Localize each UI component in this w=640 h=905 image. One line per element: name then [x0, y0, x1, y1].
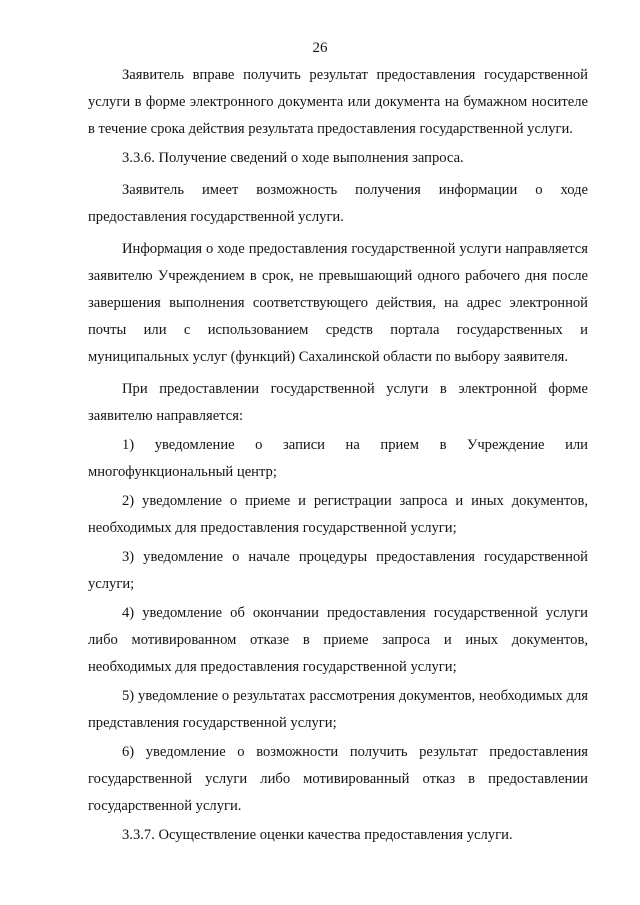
paragraph-applicant-info: Заявитель имеет возможность получения информации о ходе предоставления государственной услуги.	[88, 182, 588, 225]
section-heading-3-3-6: 3.3.6. Получение сведений о ходе выполнения запроса.	[122, 150, 464, 166]
list-item-6: 6) уведомление о возможности получить результат предоставления государственной услуги либо мотивированный отказ в предоставлении государственной услуги.	[88, 744, 588, 814]
page-number: 26	[312, 40, 328, 56]
list-item-3: 3) уведомление о начале процедуры предоставления государственной услуги;	[88, 549, 588, 592]
paragraph-result-form: Заявитель вправе получить результат предоставления государственной услуги в форме электронного документа или документа на бумажном носителе в течение срока действия результата предоставления государственной услуги.	[88, 67, 588, 137]
paragraph-electronic-form: При предоставлении государственной услуги в электронной форме заявителю направляется:	[88, 381, 588, 424]
list-item-2: 2) уведомление о приеме и регистрации запроса и иных документов, необходимых для предоставления государственной услуги;	[88, 493, 588, 536]
list-item-1: 1) уведомление о записи на прием в Учреждение или многофункциональный центр;	[88, 437, 588, 480]
document-body	[88, 62, 588, 849]
paragraph-info-delivery: Информация о ходе предоставления государственной услуги направляется заявителю Учреждением в срок, не превышающий одного рабочего дня после завершения выполнения соответствующего действия, на адрес электронной почты или с использованием средств портала государственных и муниципальных услуг (функций) Сахалинской области по выбору заявителя.	[88, 241, 588, 365]
section-heading-3-3-7: 3.3.7. Осуществление оценки качества предоставления услуги.	[122, 827, 513, 843]
list-item-4: 4) уведомление об окончании предоставления государственной услуги либо мотивированном отказе в приеме запроса и иных документов, необходимых для предоставления государственной услуги;	[88, 605, 588, 675]
list-item-5: 5) уведомление о результатах рассмотрения документов, необходимых для представления государственной услуги;	[88, 688, 588, 731]
